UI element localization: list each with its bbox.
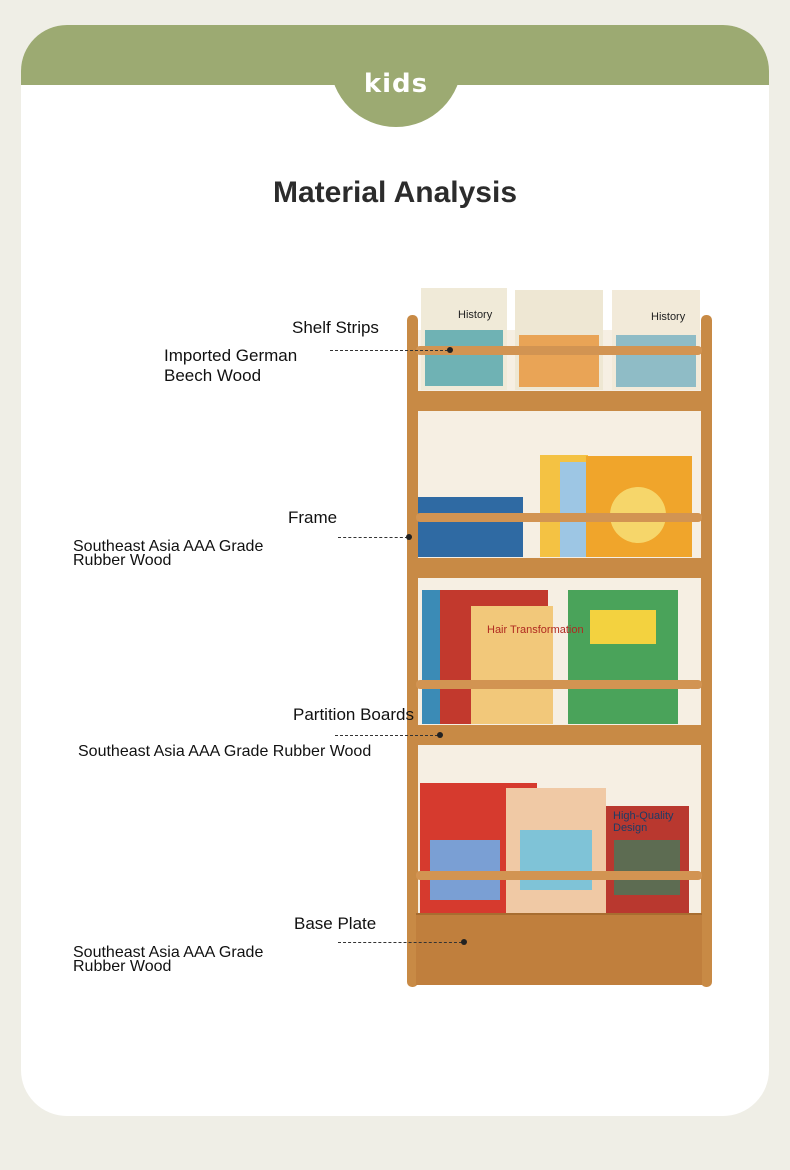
leader-partition: [335, 735, 438, 736]
shelf-strip-2: [416, 513, 702, 522]
leader-shelf-strips: [330, 350, 448, 351]
partition-board-1: [416, 391, 702, 411]
book-overlay-hair: Hair Transformation: [487, 624, 584, 636]
label-frame-material: Southeast Asia AAA Grade Rubber Wood: [73, 538, 264, 569]
book-overlay-history-1: History: [458, 309, 493, 321]
label-partition-title: Partition Boards: [293, 705, 414, 724]
frame-right: [701, 315, 712, 987]
base-plate: [416, 913, 702, 985]
book-1a-art: [425, 330, 503, 386]
label-frame-title: Frame: [288, 508, 338, 527]
shelf-strip-4: [416, 871, 702, 880]
page-title: Material Analysis: [273, 176, 517, 209]
books-row-1: [421, 288, 700, 390]
book-2b-stripe: [560, 462, 586, 557]
book-3d-label: [590, 610, 656, 644]
pointer-shelf-strips: [447, 347, 453, 353]
label-base-plate-title: Base Plate: [294, 914, 377, 933]
book-4c-art: [614, 840, 680, 895]
kids-badge-label: kids: [363, 69, 429, 99]
book-2a: [418, 497, 523, 557]
label-shelf-strips-material: Imported German Beech Wood: [164, 346, 298, 385]
partition-board-2: [416, 558, 702, 578]
label-partition-material: Southeast Asia AAA Grade Rubber Wood: [78, 743, 372, 760]
books-row-3: [422, 590, 678, 724]
pointer-base-plate: [461, 939, 467, 945]
pointer-frame: [406, 534, 412, 540]
book-4b-art: [520, 830, 592, 890]
partition-board-3: [416, 725, 702, 745]
shelf-strip-1: [416, 346, 702, 355]
book-overlay-quality: High-Quality Design: [613, 810, 674, 834]
book-1c-art: [616, 335, 696, 387]
shelf-strip-3: [416, 680, 702, 689]
label-base-plate-material: Southeast Asia AAA Grade Rubber Wood: [73, 944, 264, 975]
leader-base-plate: [338, 942, 462, 943]
book-overlay-history-2: History: [651, 311, 686, 323]
label-shelf-strips-title: Shelf Strips: [292, 318, 379, 337]
book-4a-art: [430, 840, 500, 900]
pointer-partition: [437, 732, 443, 738]
leader-frame: [338, 537, 408, 538]
book-1b-art: [519, 335, 599, 387]
frame-left: [407, 315, 418, 987]
